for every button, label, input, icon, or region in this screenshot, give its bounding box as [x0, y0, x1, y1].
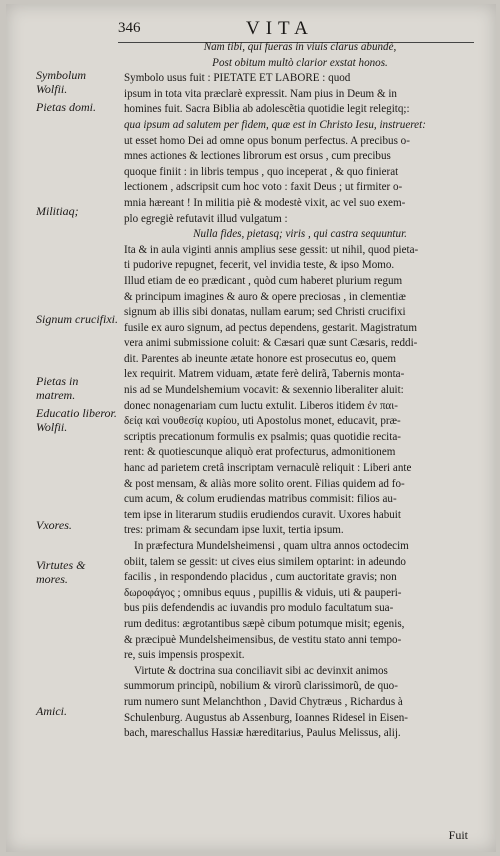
text-line: summorum principũ, nobilium & virorũ clarissimorũ, de quo- — [124, 680, 398, 693]
margin-note: Signum crucifixi. — [36, 312, 118, 326]
text-line: quoque finiit : in libris tempus , quo inceperat , & quo finierat — [124, 165, 399, 178]
text-line: Nam tibi, qui fueras in viuis clarus abundè, — [203, 41, 397, 53]
text-line: Post obitum multò clarior exstat honos. — [212, 56, 388, 69]
text-line: dit. Parentes ab ineunte ætate honore est prosecutus eo, quem — [124, 352, 397, 365]
text-line: rent: & quotiescunque aliquò erat profecturus, admonitionem — [124, 446, 396, 459]
text-line: vera animi submissione coluit: & Cæsari quæ sunt Cæsaris, reddi- — [124, 337, 418, 350]
text-line: Symbolo usus fuit : PIETATE ET LABORE : quod — [124, 72, 351, 85]
text-line: rum numero sunt Melanchthon , David Chytræus , Richardus à — [124, 695, 403, 708]
text-line: ti pudorive repugnet, fecerit, vel invidia teste, & ipso Momo. — [124, 259, 395, 272]
text-line: plo egregiè refutavit illud vulgatum : — [124, 212, 288, 225]
margin-note: Militiaq; — [36, 204, 79, 218]
text-line: tres: primam & secundam ipse luxit, tertia ipsum. — [124, 524, 344, 537]
text-line: In præfectura Mundelsheimensi , quam ultra annos octodecim — [134, 540, 409, 552]
text-line: obiit, talem se gessit: ut cives eius similem optarint: in adeundo — [124, 555, 406, 568]
text-line: Nulla fides, pietasq; viris , qui castra sequuntur. — [193, 228, 407, 241]
text-line: ipsum in tota vita præclarè expressit. Nam pius in Deum & in — [124, 87, 397, 100]
margin-note: Symbolum Wolfii. — [36, 68, 86, 96]
text-line: lex requirit. Matrem viduam, ætate ferè delirã, Tabernis monta- — [124, 368, 405, 381]
text-line: mnia hæreant ! In militia piè & modestè vixit, ac vel suo exem- — [124, 196, 406, 209]
margin-note: Amici. — [36, 704, 67, 718]
page-header — [6, 18, 496, 42]
text-line: mnes actiones & lectiones librorum est orsus , cum precibus — [124, 150, 391, 163]
text-line: & post mensam, & aliàs more solito orent. Filias quidem ad fo- — [124, 477, 405, 490]
text-line: fusile ex auro signum, ad pectus dependens, gestarit. Magistratum — [124, 321, 417, 334]
text-line: qua ipsum ad salutem per fidem, quæ est in Christo Iesu, instrueret: — [124, 118, 426, 131]
text-line: Schulenburg. Augustus ab Assenburg, Ioannes Ridesel in Eisen- — [124, 711, 408, 724]
margin-note: Educatio liberor. Wolfii. — [36, 406, 117, 434]
text-line: Ita & in aula viginti annis amplius sese gessit: ut nihil, quod pieta- — [124, 243, 419, 256]
text-line: scriptis precationum formulis ex psalmis; quas quotidie recita- — [124, 430, 401, 443]
text-line: tem ipse in literarum studiis erudiendos curavit. Uxores habuit — [124, 508, 401, 521]
text-line: & præcipuè Mundelsheimensibus, de vestitu stato anni tempo- — [124, 633, 402, 646]
margin-note: Pietas domi. — [36, 100, 96, 114]
text-line: hanc ad parietem cretâ inscriptam vernaculè reliquit : Liberi ante — [124, 462, 412, 475]
text-line: Virtute & doctrina sua conciliavit sibi ac devinxit animos — [134, 664, 388, 677]
margin-note: Pietas in matrem. — [36, 374, 79, 402]
text-line: facilis , in respondendo placidus , cum auctoritate gravis; non — [124, 571, 397, 584]
body-text — [124, 40, 476, 742]
text-line: δείᾳ καὶ νουθεσίᾳ κυρίου, uti Apostolus monet, educavit, præ- — [124, 415, 401, 428]
text-line: ut esset homo Dei ad omne opus bonum perfectus. A precibus o- — [124, 134, 410, 147]
running-head: VITA — [246, 18, 314, 39]
text-line: bach, mareschallus Hassiæ hæreditarius, Paulus Melissus, alij. — [124, 727, 401, 740]
text-line: nis ad se Mundelshemium vocavit: & sexennio liberaliter aluit: — [124, 384, 404, 397]
text-line: Illud etiam de eo prædicant , quòd cum haberet plurium regum — [124, 274, 403, 287]
text-line: cum acum, & colum erudiendas matribus commisit: filios au- — [124, 493, 397, 506]
text-line: lectionem , adscripsit cum hoc voto : faxit Deus ; ut firmiter o- — [124, 181, 403, 194]
text-line: & principum imagines & auro & opere preciosas , in clementiæ — [124, 290, 406, 303]
text-line: re, suis impensis prospexit. — [124, 649, 245, 662]
book-page — [6, 4, 496, 852]
text-line: bus piis defendendis ac iuvandis pro modulo facultatum sua- — [124, 602, 394, 615]
text-line: donec nonagenariam cum luctu extulit. Liberos itidem ἐν παι- — [124, 399, 398, 412]
catchword: Fuit — [448, 828, 468, 842]
text-line: rum deditus: ægrotantibus sæpè cibum potumque misit; egenis, — [124, 617, 405, 630]
margin-note: Virtutes & mores. — [36, 558, 86, 586]
page-number: 346 — [118, 20, 141, 36]
text-line: homines fuit. Sacra Biblia ab adolescẽtia quotidie legit relegitq;: — [124, 103, 410, 116]
text-line: signum ab illis sibi donatas, nullam earum; sed Christi crucifixi — [124, 306, 406, 319]
margin-note: Vxores. — [36, 518, 72, 532]
text-line: δωροφάγος ; omnibus equus , pupillis & viduis, uti & pauperi- — [124, 586, 402, 599]
